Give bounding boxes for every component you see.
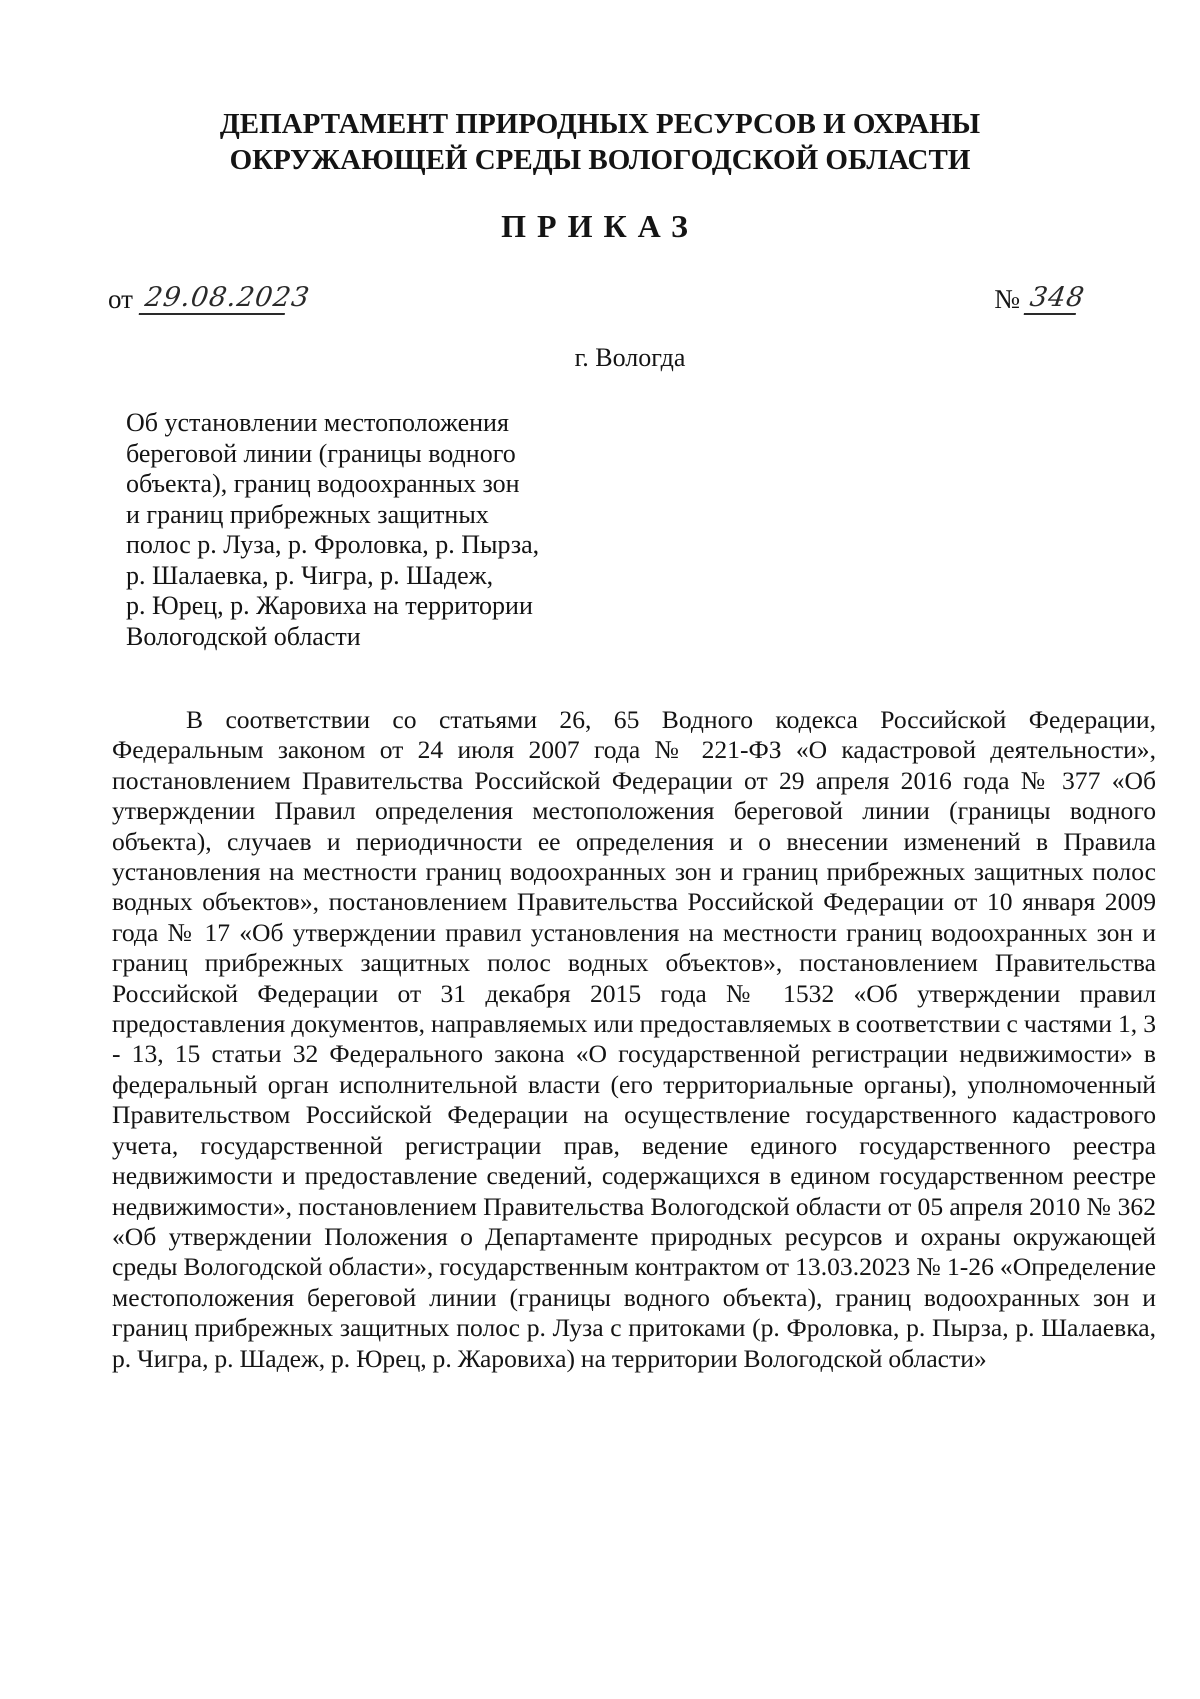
subject-line: и границ прибрежных защитных	[126, 499, 489, 529]
organization-name-line-1: ДЕПАРТАМЕНТ ПРИРОДНЫХ РЕСУРСОВ И ОХРАНЫ	[219, 108, 981, 140]
organization-name	[0, 106, 1200, 178]
subject-line: Об установлении местоположения	[126, 408, 509, 437]
subject-line: р. Шалаевка, р. Чигра, р. Шадеж,	[126, 560, 494, 590]
body-paragraph: В соответствии со статьями 26, 65 Водного кодекса Российской Федерации, Федеральным законом от 24 июля 2007 года № 221-ФЗ «О кадастровой деятельности», постановлением Правительства Российской Федерации от 29 апреля 2016 года № 377 «Об утверждении Правил определения местоположения береговой линии (границы водного объекта), случаев и периодичности ее определения и о внесении изменений в Правила установления на местности границ водоохранных зон и границ прибрежных защитных полос водных объектов», постановлением Правительства Российской Федерации от 10 января 2009 года № 17 «Об утверждении правил установления на местности границ водоохранных зон и границ прибрежных защитных полос водных объектов», постановлением Правительства Российской Федерации от 31 декабря 2015 года № 1532 «Об утверждении правил предоставления документов, направляемых или предоставляемых в соответствии с частями 1, 3 - 13, 15 статьи 32 Федерального закона «О государственной регистрации недвижимости» в федеральный орган исполнительной власти (его территориальные органы), уполномоченный Правительством Российской Федерации на осуществление государственного кадастрового учета, государственной регистрации прав, ведение единого государственного реестра недвижимости и предоставление сведений, содержащихся в едином государственном реестре недвижимости», постановлением Правительства Вологодской области от 05 апреля 2010 № 362 «Об утверждении Положения о Департаменте природных ресурсов и охраны окружающей среды Вологодской области», государственным контрактом от 13.03.2023 № 1-26 «Определение местоположения береговой линии (границы водного объекта), границ водоохранных зон и границ прибрежных защитных полос р. Луза с притоками (р. Фроловка, р. Пырза, р. Шалаевка, р. Чигра, р. Шадеж, р. Юрец, р. Жаровиха) на территории Вологодской области»	[112, 705, 1156, 1373]
number-field	[994, 282, 1087, 315]
document-type-title: ПРИКАЗ	[501, 208, 699, 244]
subject-line: р. Юрец, р. Жаровиха на территории	[126, 591, 533, 620]
handwritten-date: 29.08.2023	[139, 282, 290, 315]
handwritten-number: 348	[1024, 282, 1081, 315]
date-field	[108, 282, 312, 315]
city-line: г. Вологда	[574, 343, 686, 372]
organization-name-line-2: ОКРУЖАЮЩЕЙ СРЕДЫ ВОЛОГОДСКОЙ ОБЛАСТИ	[229, 144, 971, 176]
subject-line: Вологодской области	[126, 621, 361, 651]
subject-block	[126, 408, 596, 652]
number-prefix: №	[994, 284, 1020, 314]
subject-line: объекта), границ водоохранных зон	[126, 469, 520, 498]
subject-line: береговой линии (границы водного	[126, 438, 516, 468]
subject-line: полос р. Луза, р. Фроловка, р. Пырза,	[126, 530, 540, 559]
date-prefix: от	[108, 284, 133, 314]
